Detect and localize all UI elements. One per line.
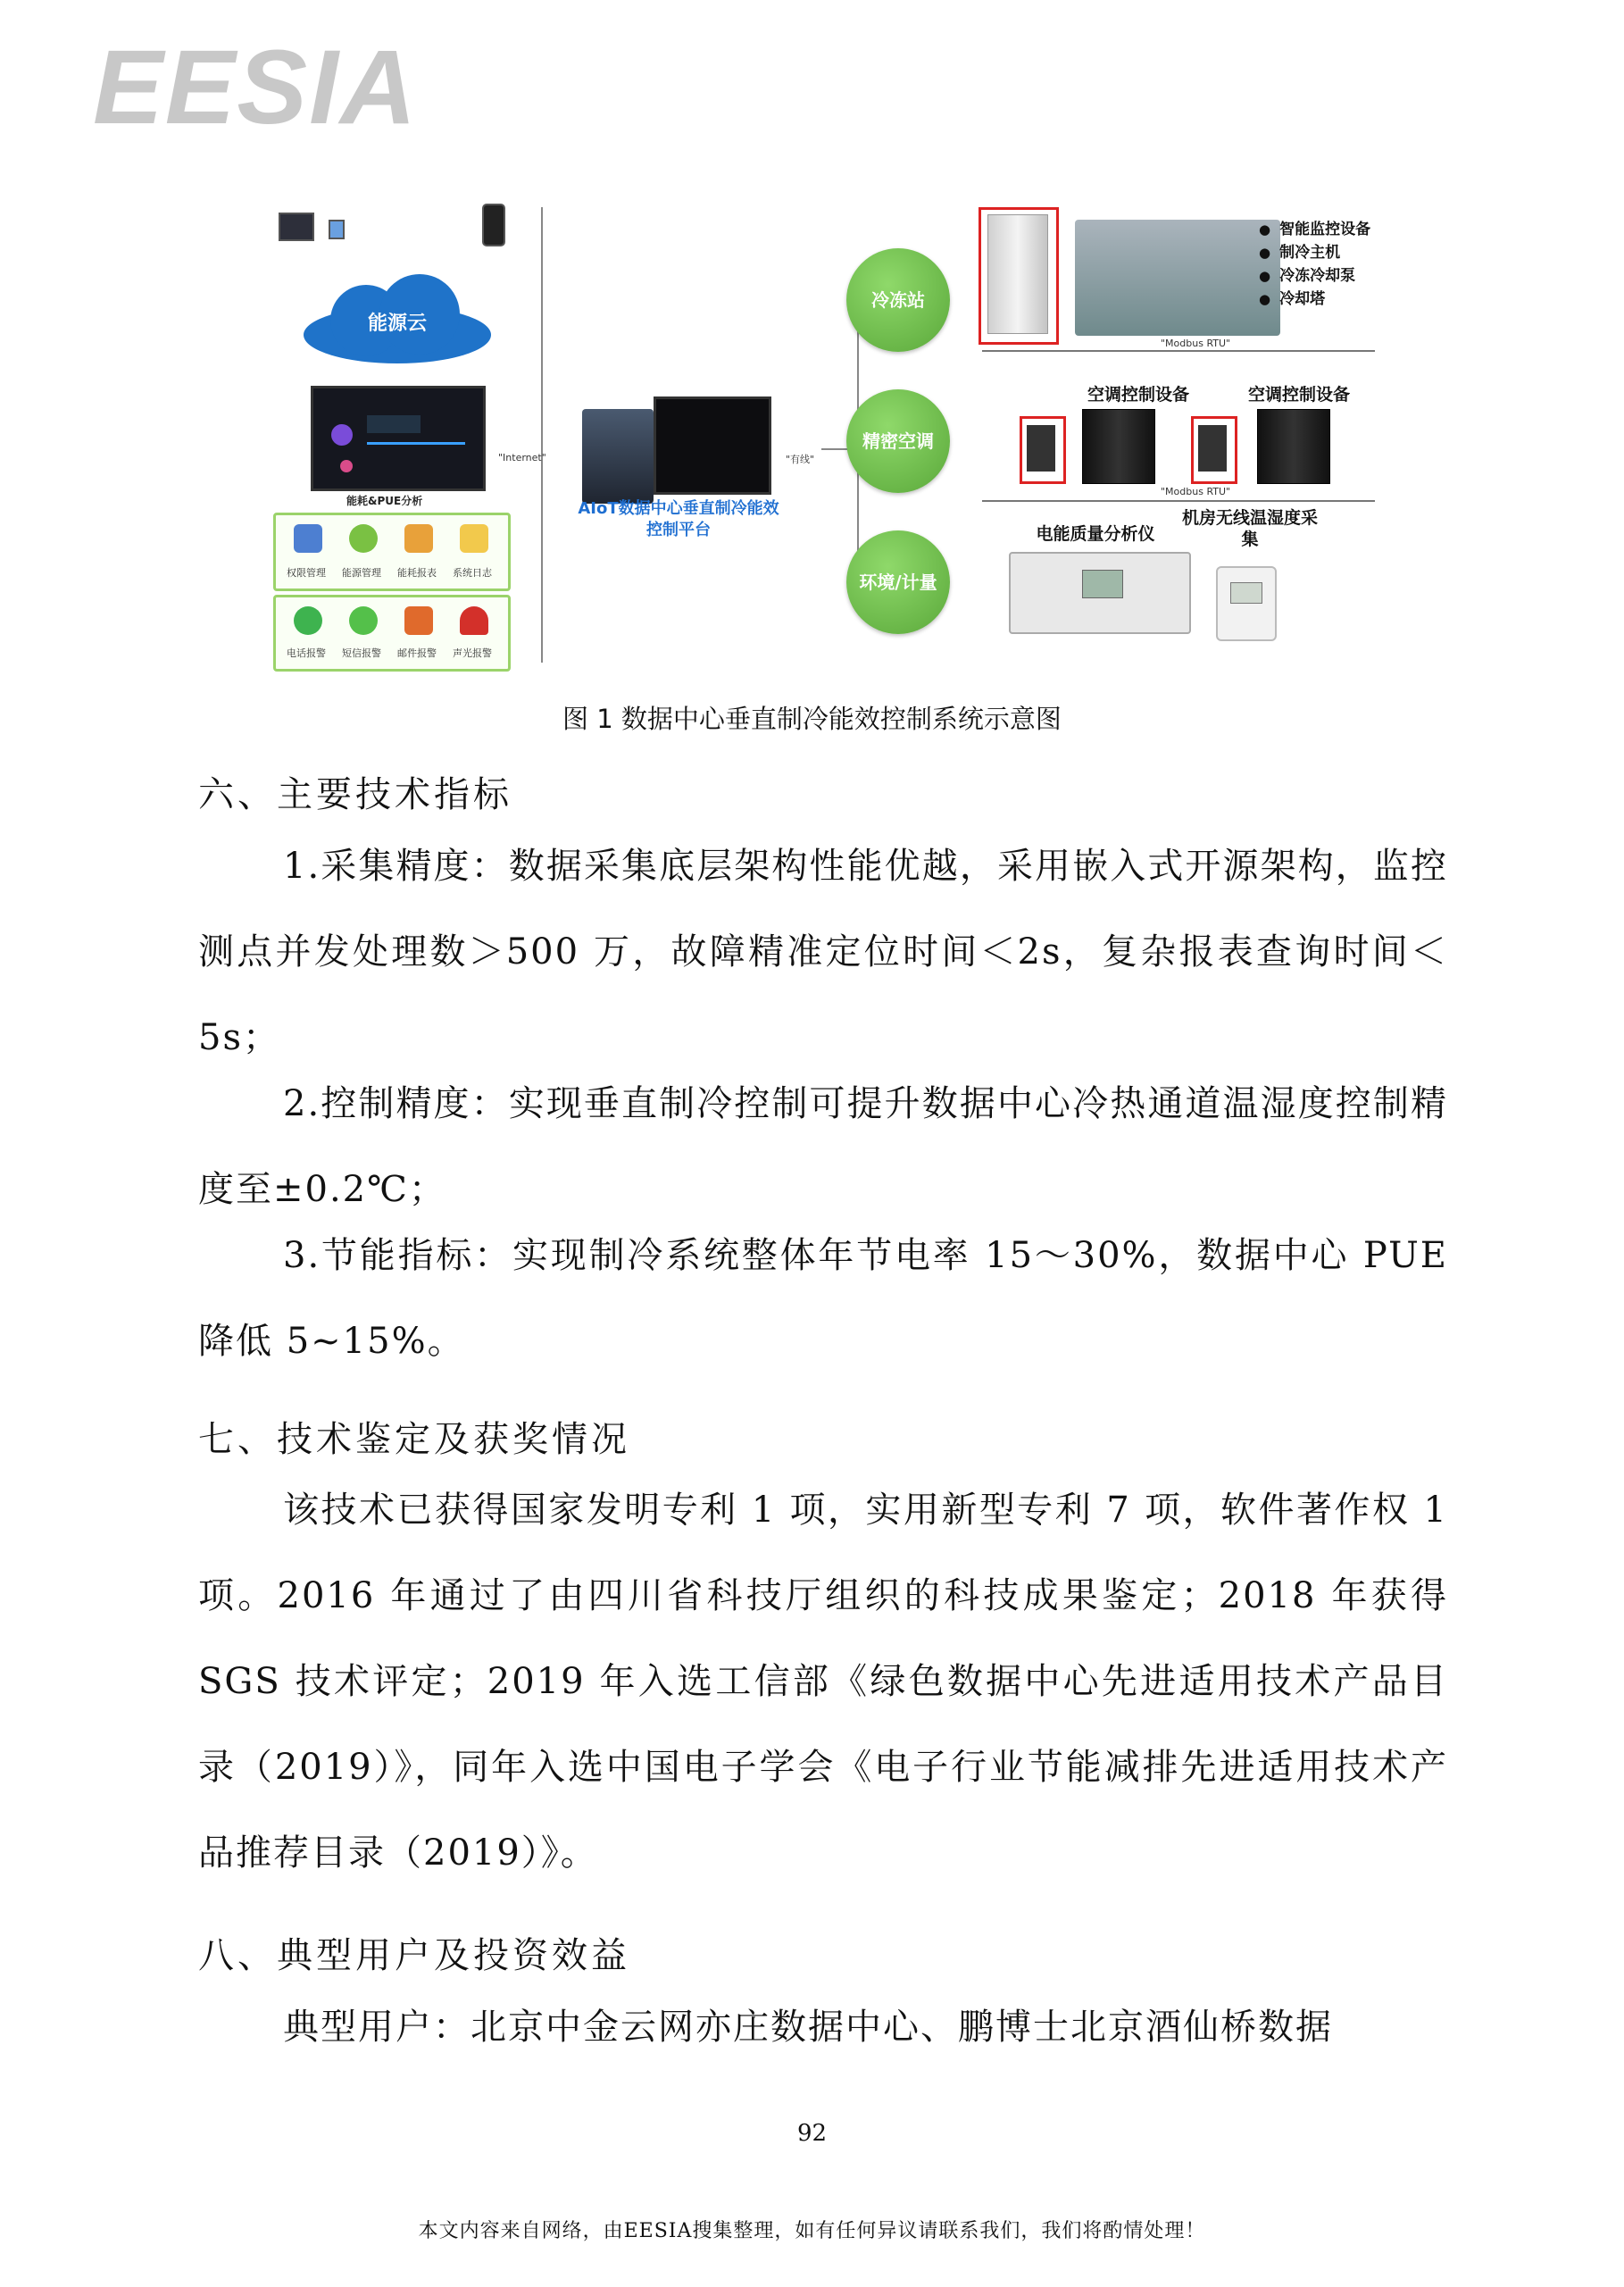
dashboard-screen bbox=[311, 386, 486, 491]
bus-line-1 bbox=[982, 350, 1375, 352]
sensor-label: 机房无线温湿度采集 bbox=[1181, 508, 1318, 549]
chiller-photo bbox=[1075, 220, 1280, 336]
modbus-label-1: "Modbus RTU" bbox=[1161, 338, 1231, 349]
management-tools bbox=[273, 513, 511, 591]
bullet-pump: ● 冷冻冷却泵 bbox=[1259, 263, 1355, 285]
section7-para1: 该技术已获得国家发明专利 1 项，实用新型专利 7 项，软件著作权 1 项。2016 年通过了由四川省科技厅组织的科技成果鉴定；2018 年获得 SGS 技术评定；2019 年入选工信部《绿色数据中心先进适用技术产品目录（2019）》，同年入选中国电子学会《电子行业节能减排先进适用技术产品推荐目录（2019）》。 bbox=[198, 1490, 1448, 1874]
log-icon bbox=[460, 524, 488, 553]
modbus-label-2: "Modbus RTU" bbox=[1161, 486, 1231, 497]
power-quality-meter bbox=[1009, 552, 1191, 634]
figure-caption: 图 1 数据中心垂直制冷能效控制系统示意图 bbox=[562, 704, 1062, 734]
report-icon bbox=[404, 524, 433, 553]
server-icon bbox=[582, 409, 654, 504]
section6-para2: 2.控制精度：实现垂直制冷控制可提升数据中心冷热通道温湿度控制精度至±0.2℃； bbox=[198, 1083, 1448, 1210]
meter-label: 电能质量分析仪 bbox=[1036, 524, 1155, 544]
desktop-icon bbox=[279, 213, 314, 241]
tool-label-1: 权限管理 bbox=[287, 567, 326, 579]
ac-controller-1 bbox=[1027, 425, 1055, 472]
alarm-tools bbox=[273, 595, 511, 672]
section6-para1: 1.采集精度：数据采集底层架构性能优越，采用嵌入式开源架构，监控测点并发处理数＞500 万，故障精准定位时间＜2s，复杂报表查询时间＜5s； bbox=[198, 846, 1448, 1058]
internet-label: "Internet" bbox=[498, 452, 546, 463]
section8-heading: 八、典型用户及投资效益 bbox=[198, 1935, 630, 1976]
temp-humidity-sensor bbox=[1216, 566, 1277, 641]
bus-line-2 bbox=[982, 500, 1375, 502]
divider-left bbox=[541, 207, 543, 663]
env-metering-node: 环境/计量 bbox=[846, 530, 950, 634]
ac-controller-2 bbox=[1198, 425, 1227, 472]
energy-cloud bbox=[304, 274, 491, 363]
system-diagram bbox=[268, 198, 1384, 673]
mail-icon bbox=[404, 606, 433, 635]
footer-note: 本文内容来自网络，由EESIA搜集整理，如有任何异议请联系我们，我们将酌情处理！ bbox=[418, 2220, 1206, 2242]
section6-heading: 六、主要技术指标 bbox=[198, 774, 512, 815]
alarm-label-3: 邮件报警 bbox=[397, 647, 437, 659]
alarm-label-4: 声光报警 bbox=[453, 647, 492, 659]
section7-heading: 七、技术鉴定及获奖情况 bbox=[198, 1419, 630, 1460]
section8-para1: 典型用户：北京中金云网亦庄数据中心、鹏博士北京酒仙桥数据 bbox=[283, 2007, 1333, 2048]
monitor-icon bbox=[654, 396, 771, 495]
platform-label: AIoT数据中心垂直制冷能效控制平台 bbox=[578, 499, 779, 539]
wired-label: "有线" bbox=[786, 454, 815, 465]
siren-icon bbox=[460, 606, 488, 635]
alarm-label-1: 电话报警 bbox=[287, 647, 326, 659]
ac-control-label-1: 空调控制设备 bbox=[1087, 385, 1189, 405]
phone-alarm-icon bbox=[294, 606, 322, 635]
section6-para3: 3.节能指标：实现制冷系统整体年节电率 15～30%，数据中心 PUE 降低 5~15%。 bbox=[198, 1235, 1448, 1362]
bullet-monitor: ● 智能监控设备 bbox=[1259, 216, 1370, 238]
cooling-station-node: 冷冻站 bbox=[846, 248, 950, 352]
cloud-label: 能源云 bbox=[367, 313, 427, 335]
alarm-label-2: 短信报警 bbox=[342, 647, 381, 659]
tool-label-2: 能源管理 bbox=[342, 567, 381, 579]
device-icon bbox=[329, 220, 345, 239]
phone-icon bbox=[482, 204, 505, 246]
bullet-tower: ● 冷却塔 bbox=[1259, 286, 1325, 308]
ac-control-label-2: 空调控制设备 bbox=[1247, 385, 1350, 405]
precision-ac-unit-1 bbox=[1082, 409, 1155, 484]
control-cabinet bbox=[987, 214, 1048, 334]
eesia-logo: EESIA bbox=[93, 29, 419, 146]
bullet-chiller: ● 制冷主机 bbox=[1259, 239, 1340, 262]
tool-label-4: 系统日志 bbox=[453, 567, 492, 579]
energy-gear-icon bbox=[349, 524, 378, 553]
precision-ac-node: 精密空调 bbox=[846, 389, 950, 493]
permission-icon bbox=[294, 524, 322, 553]
sms-icon bbox=[349, 606, 378, 635]
tool-label-3: 能耗报表 bbox=[397, 567, 437, 579]
precision-ac-unit-2 bbox=[1257, 409, 1330, 484]
dash-label: 能耗&PUE分析 bbox=[346, 495, 423, 507]
page-number: 92 bbox=[796, 2120, 828, 2147]
